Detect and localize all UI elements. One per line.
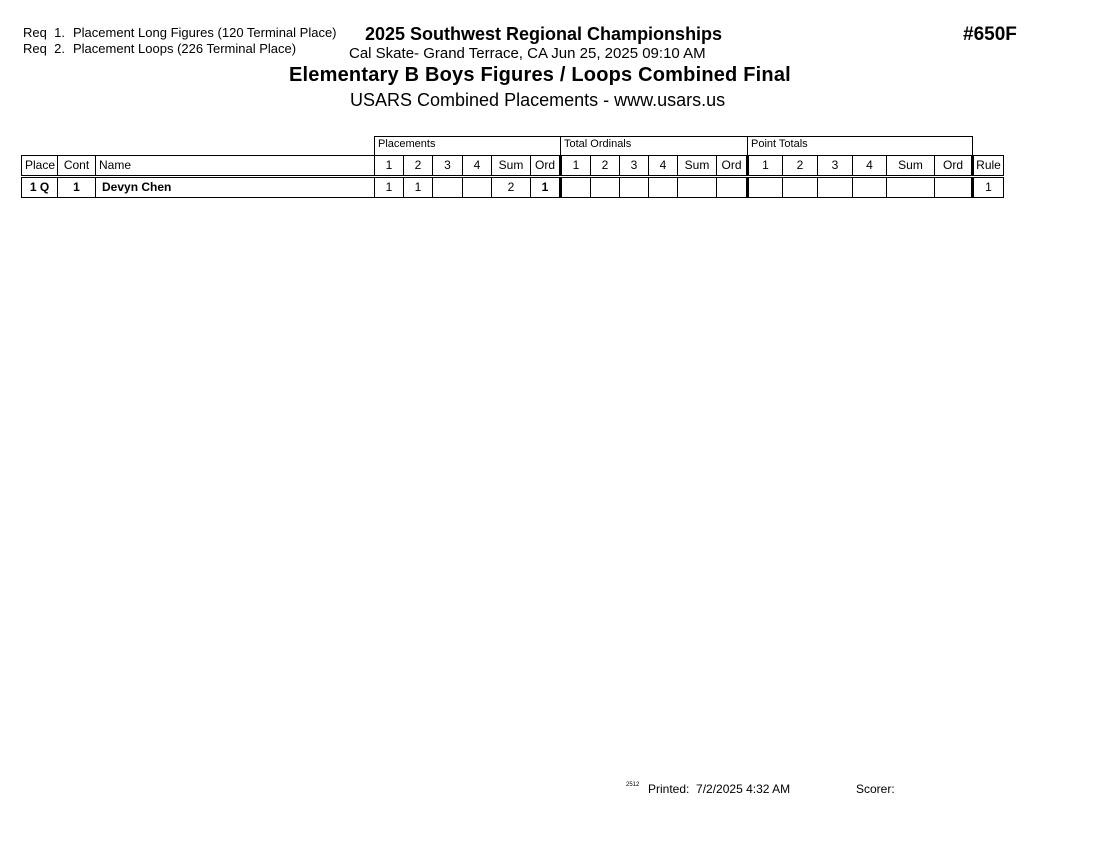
- row-points-sum: [887, 177, 935, 198]
- scorer-label: Scorer:: [856, 782, 895, 796]
- row-ordinal-sum: [678, 177, 717, 198]
- col-ordinal-2: 2: [591, 156, 620, 177]
- row-placement-2: 1: [404, 177, 433, 198]
- row-placement-4: [463, 177, 492, 198]
- col-place: Place: [22, 156, 58, 177]
- row-points-1: [748, 177, 783, 198]
- col-placement-2: 2: [404, 156, 433, 177]
- col-ordinal-4: 4: [649, 156, 678, 177]
- col-placement-4: 4: [463, 156, 492, 177]
- row-placement-ord: 1: [531, 177, 561, 198]
- venue-datetime: Cal Skate- Grand Terrace, CA Jun 25, 2025 09:10 AM: [349, 45, 706, 62]
- row-rule: 1: [973, 177, 1004, 198]
- col-points-4: 4: [853, 156, 887, 177]
- col-points-ord: Ord: [935, 156, 973, 177]
- col-points-2: 2: [783, 156, 818, 177]
- row-ordinal-1: [561, 177, 591, 198]
- col-ordinal-3: 3: [620, 156, 649, 177]
- col-points-3: 3: [818, 156, 853, 177]
- row-points-ord: [935, 177, 973, 198]
- col-placement-3: 3: [433, 156, 463, 177]
- requirement-2: Req 2. Placement Loops (226 Terminal Place): [23, 41, 297, 56]
- row-ordinal-4: [649, 177, 678, 198]
- row-ordinal-ord: [717, 177, 748, 198]
- col-points-sum: Sum: [887, 156, 935, 177]
- col-rule: Rule: [973, 156, 1004, 177]
- organization-line: USARS Combined Placements - www.usars.us: [350, 90, 726, 110]
- row-ordinal-3: [620, 177, 649, 198]
- row-placement-1: 1: [375, 177, 404, 198]
- column-header-row: [22, 156, 1004, 177]
- row-placement-sum: 2: [492, 177, 531, 198]
- col-ordinal-sum: Sum: [678, 156, 717, 177]
- col-ordinal-1: 1: [561, 156, 591, 177]
- championship-title: 2025 Southwest Regional Championships: [365, 24, 723, 44]
- group-header-row: [22, 137, 1004, 156]
- col-placement-sum: Sum: [492, 156, 531, 177]
- footer-code: 2512: [626, 782, 640, 788]
- col-ordinal-ord: Ord: [717, 156, 748, 177]
- row-cont: 1: [58, 177, 96, 198]
- col-name: Name: [96, 156, 375, 177]
- row-skater-name: Devyn Chen: [96, 177, 375, 198]
- event-number: #650F: [963, 24, 1017, 45]
- row-place: 1 Q: [22, 177, 58, 198]
- col-placement-ord: Ord: [531, 156, 561, 177]
- group-point-totals: Point Totals: [748, 137, 973, 156]
- event-title: Elementary B Boys Figures / Loops Combined Final: [289, 64, 791, 86]
- col-placement-1: 1: [375, 156, 404, 177]
- printed-stamp: [648, 782, 790, 796]
- table-row: [22, 177, 1004, 198]
- row-ordinal-2: [591, 177, 620, 198]
- group-total-ordinals: Total Ordinals: [561, 137, 748, 156]
- row-points-2: [783, 177, 818, 198]
- printed-value: 7/2/2025 4:32 AM: [696, 782, 791, 796]
- printed-label: Printed:: [648, 782, 690, 796]
- col-points-1: 1: [748, 156, 783, 177]
- group-placements: Placements: [375, 137, 561, 156]
- results-table: [21, 136, 1004, 198]
- requirement-1: Req 1. Placement Long Figures (120 Terminal Place): [23, 25, 337, 40]
- row-points-3: [818, 177, 853, 198]
- col-cont: Cont: [58, 156, 96, 177]
- row-placement-3: [433, 177, 463, 198]
- row-points-4: [853, 177, 887, 198]
